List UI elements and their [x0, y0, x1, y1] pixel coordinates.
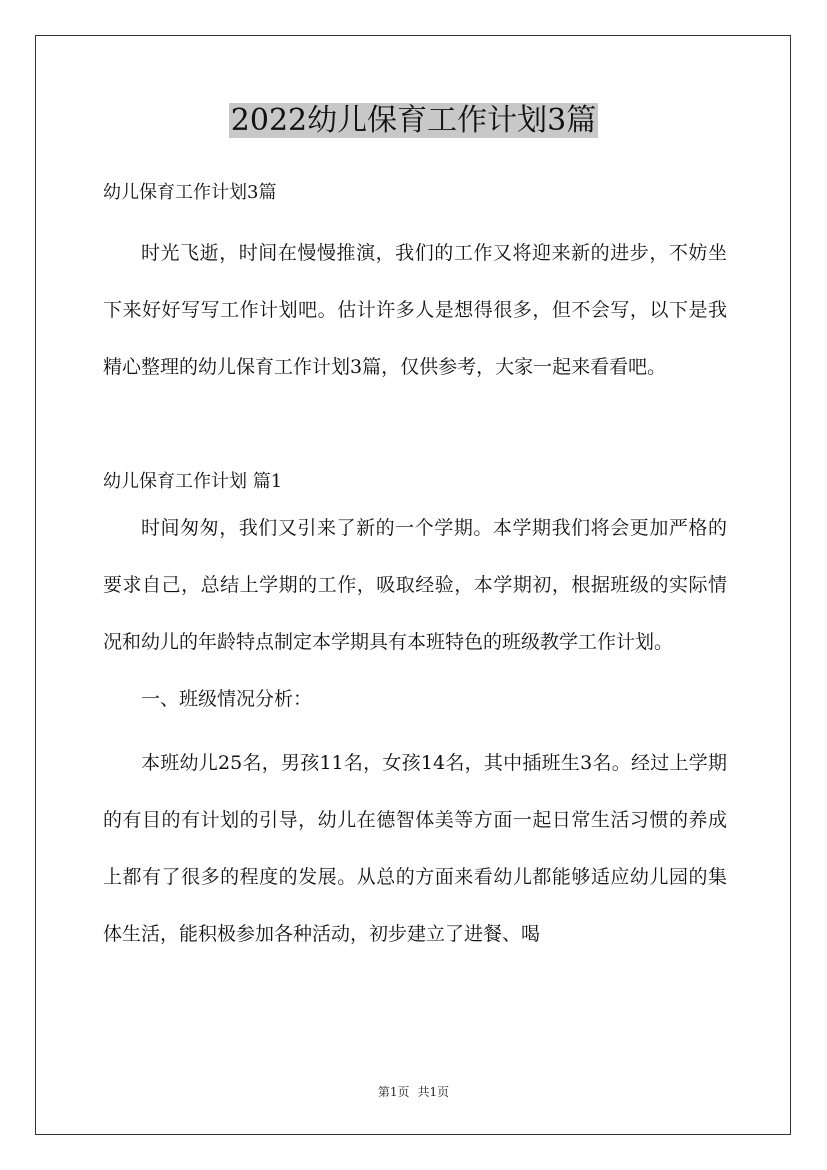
section-paragraph: 本班幼儿25名，男孩11名，女孩14名，其中插班生3名。经过上学期的有目的有计划的引导，幼儿在德智体美等方面一起日常生活习惯的养成上都有了很多的程度的发展。从总的方面来看幼儿都能够适应幼儿园的集体生活，能积极参加各种活动，初步建立了进餐、喝: [103, 752, 727, 945]
intro-paragraph: 时光飞逝，时间在慢慢推演，我们的工作又将迎来新的进步，不妨坐下来好好写写工作计划吧。估计许多人是想得很多，但不会写，以下是我精心整理的幼儿保育工作计划3篇，仅供参考，大家一起来看看吧。: [103, 242, 727, 378]
section-subheading: 一、班级情况分析：: [141, 688, 313, 710]
section-paragraph: 时间匆匆，我们又引来了新的一个学期。本学期我们将会更加严格的要求自己，总结上学期的工作，吸取经验，本学期初，根据班级的实际情况和幼儿的年龄特点制定本学期具有本班特色的班级教学工作计划。: [103, 517, 727, 653]
document-title-text: 2022幼儿保育工作计划3篇: [230, 103, 597, 138]
page-footer: [0, 1083, 827, 1101]
document-subtitle: 幼儿保育工作计划3篇: [103, 182, 277, 203]
page-total: 共1页: [417, 1085, 450, 1099]
document-title: [0, 100, 827, 142]
page-number: 第1页: [377, 1085, 410, 1099]
document-body: [103, 175, 727, 963]
section-title: 幼儿保育工作计划 篇1: [103, 471, 283, 492]
